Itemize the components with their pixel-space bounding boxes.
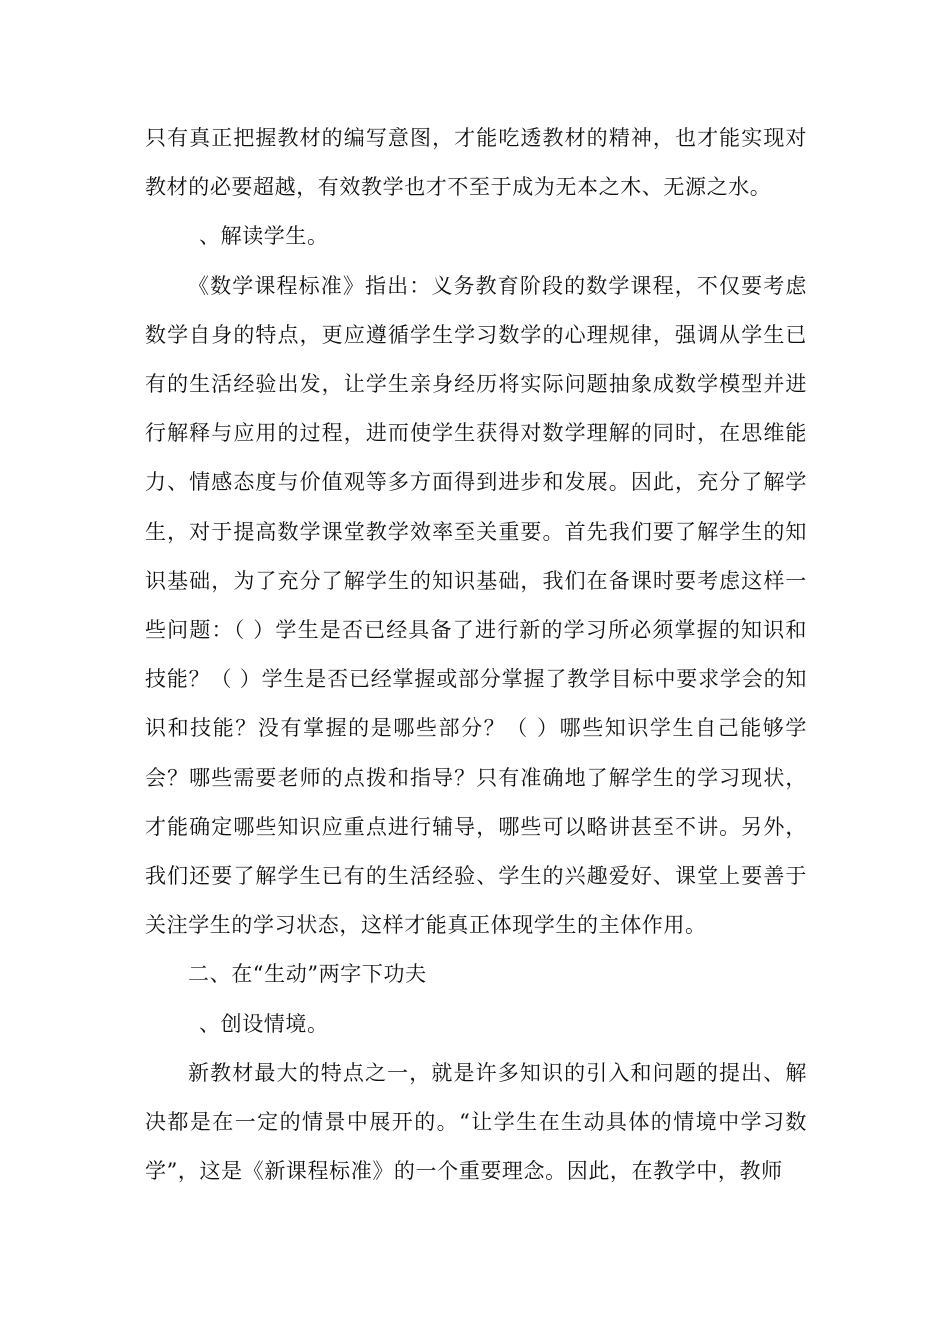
paragraph-curriculum-standard: 《数学课程标准》指出：义务教育阶段的数学课程，不仅要考虑数学自身的特点，更应遵循学生学习数学的心理规律，强调从学生已有的生活经验出发，让学生亲身经历将实际问题抽象成数学模型并进行解释与应用的过程，进而使学生获得对数学理解的同时，在思维能力、情感态度与价值观等多方面得到进步和发展。因此，充分了解学生，对于提高数学课堂教学效率至关重要。首先我们要了解学生的知识基础，为了充分了解学生的知识基础，我们在备课时要考虑这样一些问题：（ ）学生是否已经具备了进行新的学习所必须掌握的知识和技能？（ ）学生是否已经掌握或部分掌握了教学目标中要求学会的知识和技能？没有掌握的是哪些部分？（ ）哪些知识学生自己能够学会？哪些需要老师的点拨和指导？只有准确地了解学生的学习现状，才能确定哪些知识应重点进行辅导，哪些可以略讲甚至不讲。另外，我们还要了解学生已有的生活经验、学生的兴趣爱好、课堂上要善于关注学生的学习状态，这样才能真正体现学生的主体作用。 [145,273,807,938]
document-body [145,114,807,1196]
section-heading-vivid: 二、在“生动”两字下功夫 [188,962,427,987]
paragraph-new-textbook: 新教材最大的特点之一，就是许多知识的引入和问题的提出、解决都是在一定的情景中展开的。“让学生在生动具体的情境中学习数学”，这是《新课程标准》的一个重要理念。因此，在教学中，教师 [145,1060,807,1184]
subheading-create-situation: 、创设情境。 [199,1011,329,1036]
subheading-understand-students: 、解读学生。 [199,224,329,249]
paragraph-continued: 只有真正把握教材的编写意图，才能吃透教材的精神，也才能实现对教材的必要超越，有效教学也才不至于成为无本之木、无源之水。 [145,126,807,200]
